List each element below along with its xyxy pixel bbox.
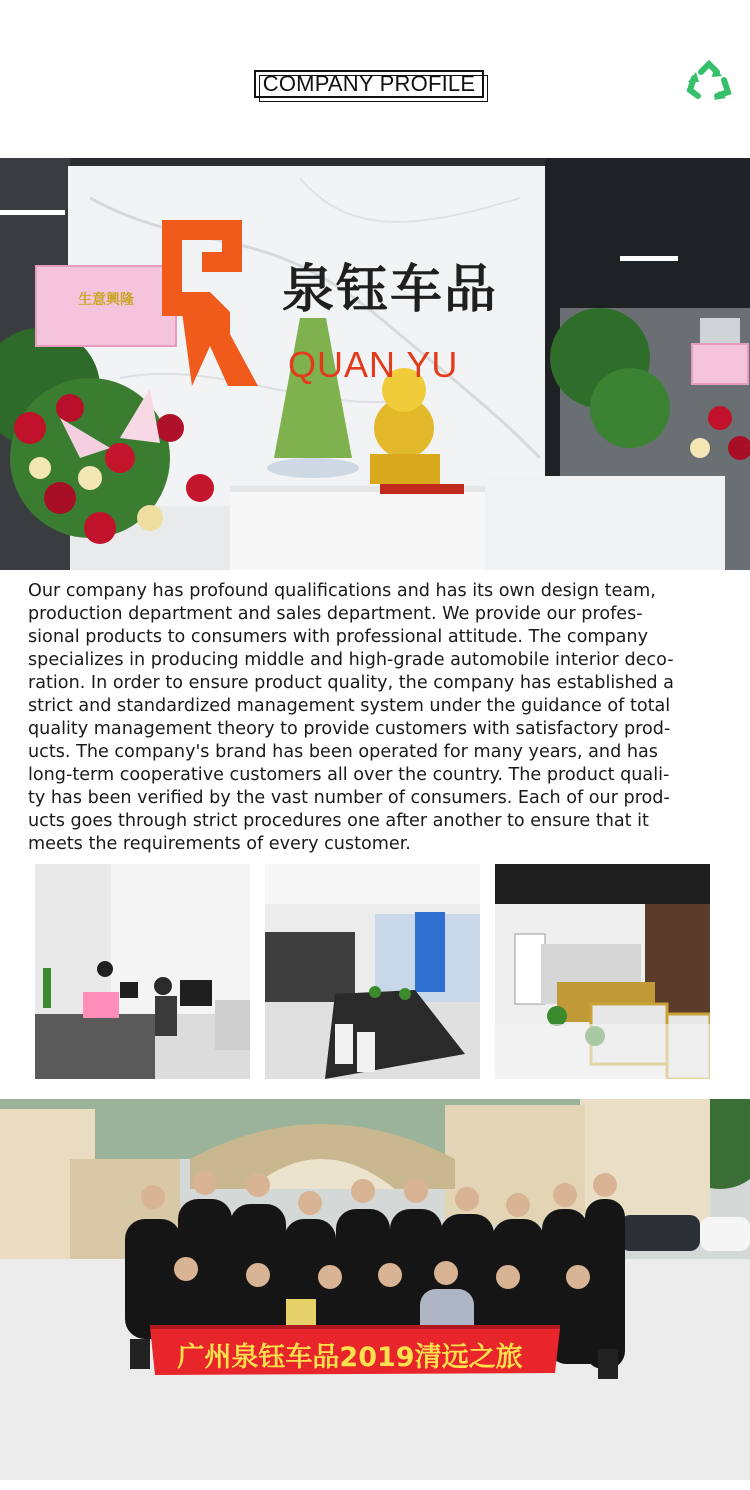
office-workspace-photo: [35, 864, 250, 1079]
team-group-photo: [0, 1099, 750, 1480]
showroom-photo: [495, 864, 710, 1079]
page-title: COMPANY PROFILE: [254, 70, 484, 98]
company-sign-chinese: 泉钰车品: [282, 259, 499, 320]
meeting-room-photo: [265, 864, 480, 1079]
company-logo: [158, 216, 262, 386]
office-reception-photo: [0, 158, 750, 570]
company-description: Our company has profound qualifications and has its own design team, production department and sales department. We provide our profes- sional products to consumers with professional attitude. The company specializes in producing middle and high-grade automobile interior deco- ration. In order to ensure product quality, the company has established a strict and standardized management system under the guidance of total quality management theory to provide customers with satisfactory prod- ucts. The company's brand has been operated for many years, and has long-term cooperative customers all over the country. The product quali- ty has been verified by the vast number of consumers. Each of our prod- ucts goes through strict procedures one after another to ensure that it meets the requirements of every customer.: [28, 581, 674, 854]
page-header: [0, 0, 750, 158]
company-sign-english: QUAN YU: [288, 344, 459, 385]
svg-text:生意興隆: 生意興隆: [78, 292, 134, 308]
recycle-icon: [686, 60, 732, 104]
team-trip-banner: 广州泉钰车品2019清远之旅: [177, 1341, 523, 1373]
